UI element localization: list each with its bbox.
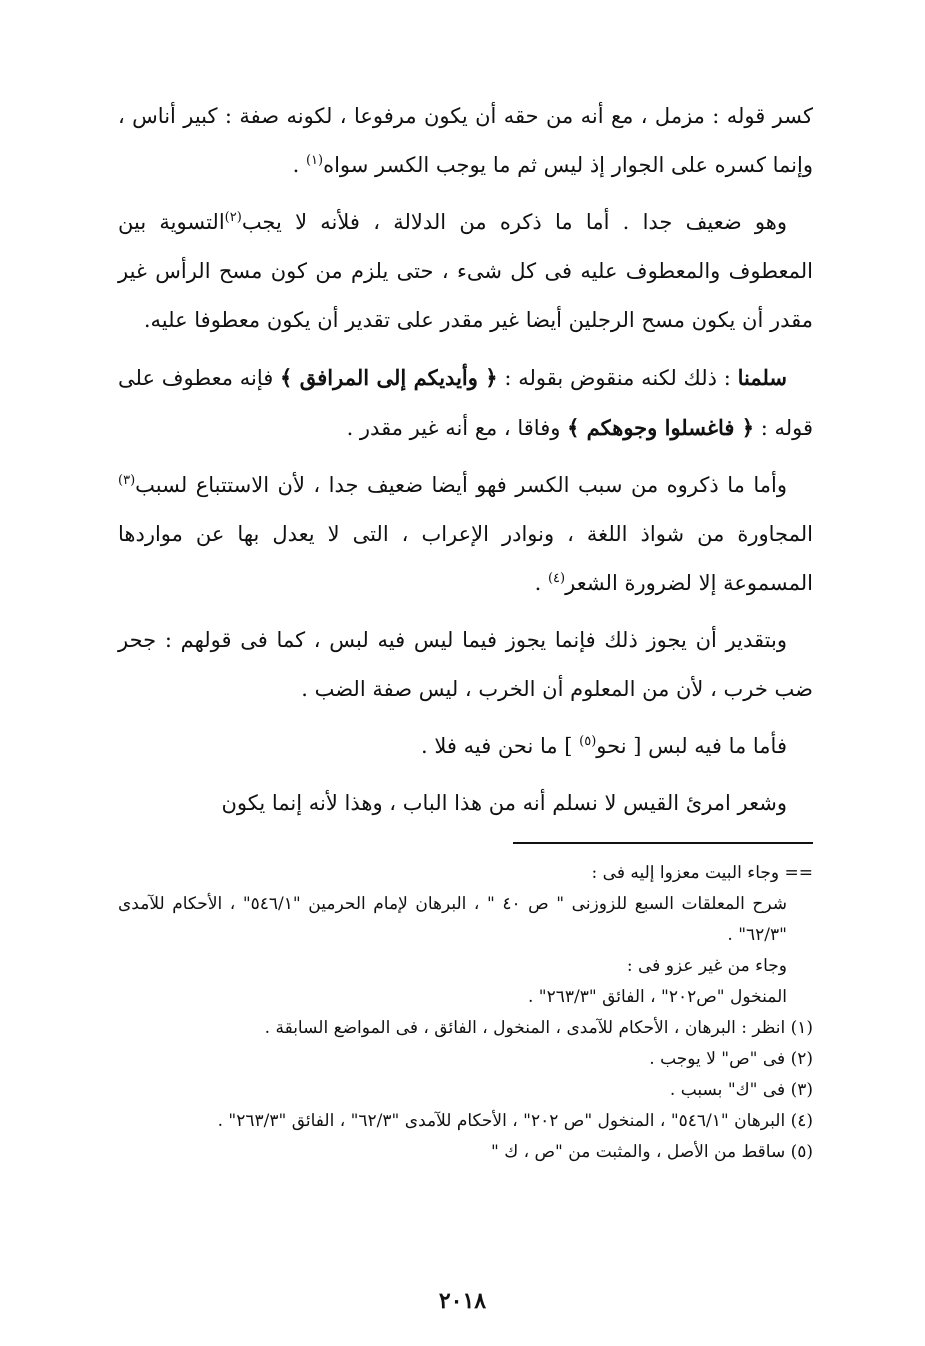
paragraph-2-text-a: وهو ضعيف جدا . أما ما ذكره من الدلالة ، فلأنه لا يجب xyxy=(241,210,787,234)
paragraph-6-text-a: فأما ما فيه لبس [ نحو xyxy=(596,734,787,758)
paragraph-4 xyxy=(118,461,813,608)
paragraph-4-text-a: وأما ما ذكروه من سبب الكسر فهو أيضا ضعيف جدا ، لأن الاستتباع لسبب xyxy=(135,473,787,497)
paragraph-3-text-b: فإنه معطوف على قوله : xyxy=(118,366,813,440)
footnote-continuation: == وجاء البيت معزوا إليه فى : xyxy=(591,863,813,883)
paragraph-5 xyxy=(118,616,813,714)
paragraph-3-text-c: وفاقا ، مع أنه غير مقدر . xyxy=(346,416,568,440)
paragraph-1 xyxy=(118,92,813,190)
paragraph-6-text-b: ] ما نحن فيه فلا . xyxy=(421,734,580,758)
paragraph-2 xyxy=(118,198,813,345)
footnote-2: (٢) فى "ص" لا يوجب . xyxy=(649,1049,813,1069)
footnote-5: (٥) ساقط من الأصل ، والمثبت من "ص ، ك " xyxy=(490,1142,813,1162)
paragraph-4-text-c: . xyxy=(534,571,548,595)
paragraph-7 xyxy=(118,779,813,828)
paragraph-3 xyxy=(118,353,813,453)
paragraph-4-text-b: المجاورة من شواذ اللغة ، ونوادر الإعراب ، التى لا يعدل بها عن مواردها المسموعة إلا لضرورة الشعر xyxy=(118,522,813,595)
paragraph-6 xyxy=(118,722,813,771)
paragraph-7-text: وشعر امرئ القيس لا نسلم أنه من هذا الباب ، وهذا لأنه إنما يكون xyxy=(221,791,787,815)
footnote-ref-5[interactable]: (٥) xyxy=(579,734,597,749)
paragraph-1-text: كسر قوله : مزمل ، مع أنه من حقه أن يكون مرفوعا ، لكونه صفة : كبير أناس ، وإنما كسره على الجوار إذ ليس ثم ما يوجب الكسر سواه xyxy=(118,104,813,177)
footnotes xyxy=(118,858,813,1168)
footnote-ref-1[interactable]: (١) xyxy=(305,153,324,168)
footnote-ref-4[interactable]: (٤) xyxy=(547,571,566,586)
paragraph-2-text-b: التسوية بين المعطوف والمعطوف عليه فى كل شىء ، حتى يلزم من كون مسح الرأس غير مقدر أن يكون مسح الرجلين أيضا غير مقدر على تقدير أن يكون معطوفا عليه. xyxy=(118,210,813,332)
footnote-continuation-intro: وجاء من غير عزو فى : xyxy=(626,956,787,976)
page-number: ٢٠١٨ xyxy=(438,1288,487,1314)
footnote-divider xyxy=(513,842,813,844)
paragraph-3-text-a: : ذلك لكنه منقوض بقوله : xyxy=(497,366,738,390)
footnote-1: (١) انظر : البرهان ، الأحكام للآمدى ، المنخول ، الفائق ، فى المواضع السابقة . xyxy=(264,1018,813,1038)
footnote-3: (٣) فى "ك" بسبب . xyxy=(669,1080,813,1100)
quran-quote-2: ﴿ فاغسلوا وجوهكم ﴾ xyxy=(567,415,755,440)
footnote-continuation-sources-2: المنخول "ص٢٠٢" ، الفائق "٢٦٣/٣" . xyxy=(528,987,787,1007)
paragraph-1-end: . xyxy=(292,153,306,177)
paragraph-3-lead: سلمنا xyxy=(737,365,788,390)
footnote-ref-3[interactable]: (٣) xyxy=(118,473,136,488)
paragraph-5-text: وبتقدير أن يجوز ذلك فإنما يجوز فيما ليس فيه لبس ، كما فى قولهم : جحر ضب خرب ، لأن من المعلوم أن الخرب ، ليس صفة الضب . xyxy=(118,628,813,701)
main-text xyxy=(118,92,813,836)
footnote-continuation-sources: شرح المعلقات السبع للزوزنى " ص ٤٠ " ، البرهان لإمام الحرمين "٥٤٦/١" ، الأحكام للآمدى "٦٢/٣" . xyxy=(118,894,788,945)
footnote-4: (٤) البرهان "٥٤٦/١" ، المنخول "ص ٢٠٢" ، الأحكام للآمدى "٦٢/٣" ، الفائق "٢٦٣/٣" . xyxy=(217,1111,813,1131)
footnote-ref-2[interactable]: (٢) xyxy=(224,210,242,225)
quran-quote-1: ﴿ وأيديكم إلى المرافق ﴾ xyxy=(280,365,498,390)
